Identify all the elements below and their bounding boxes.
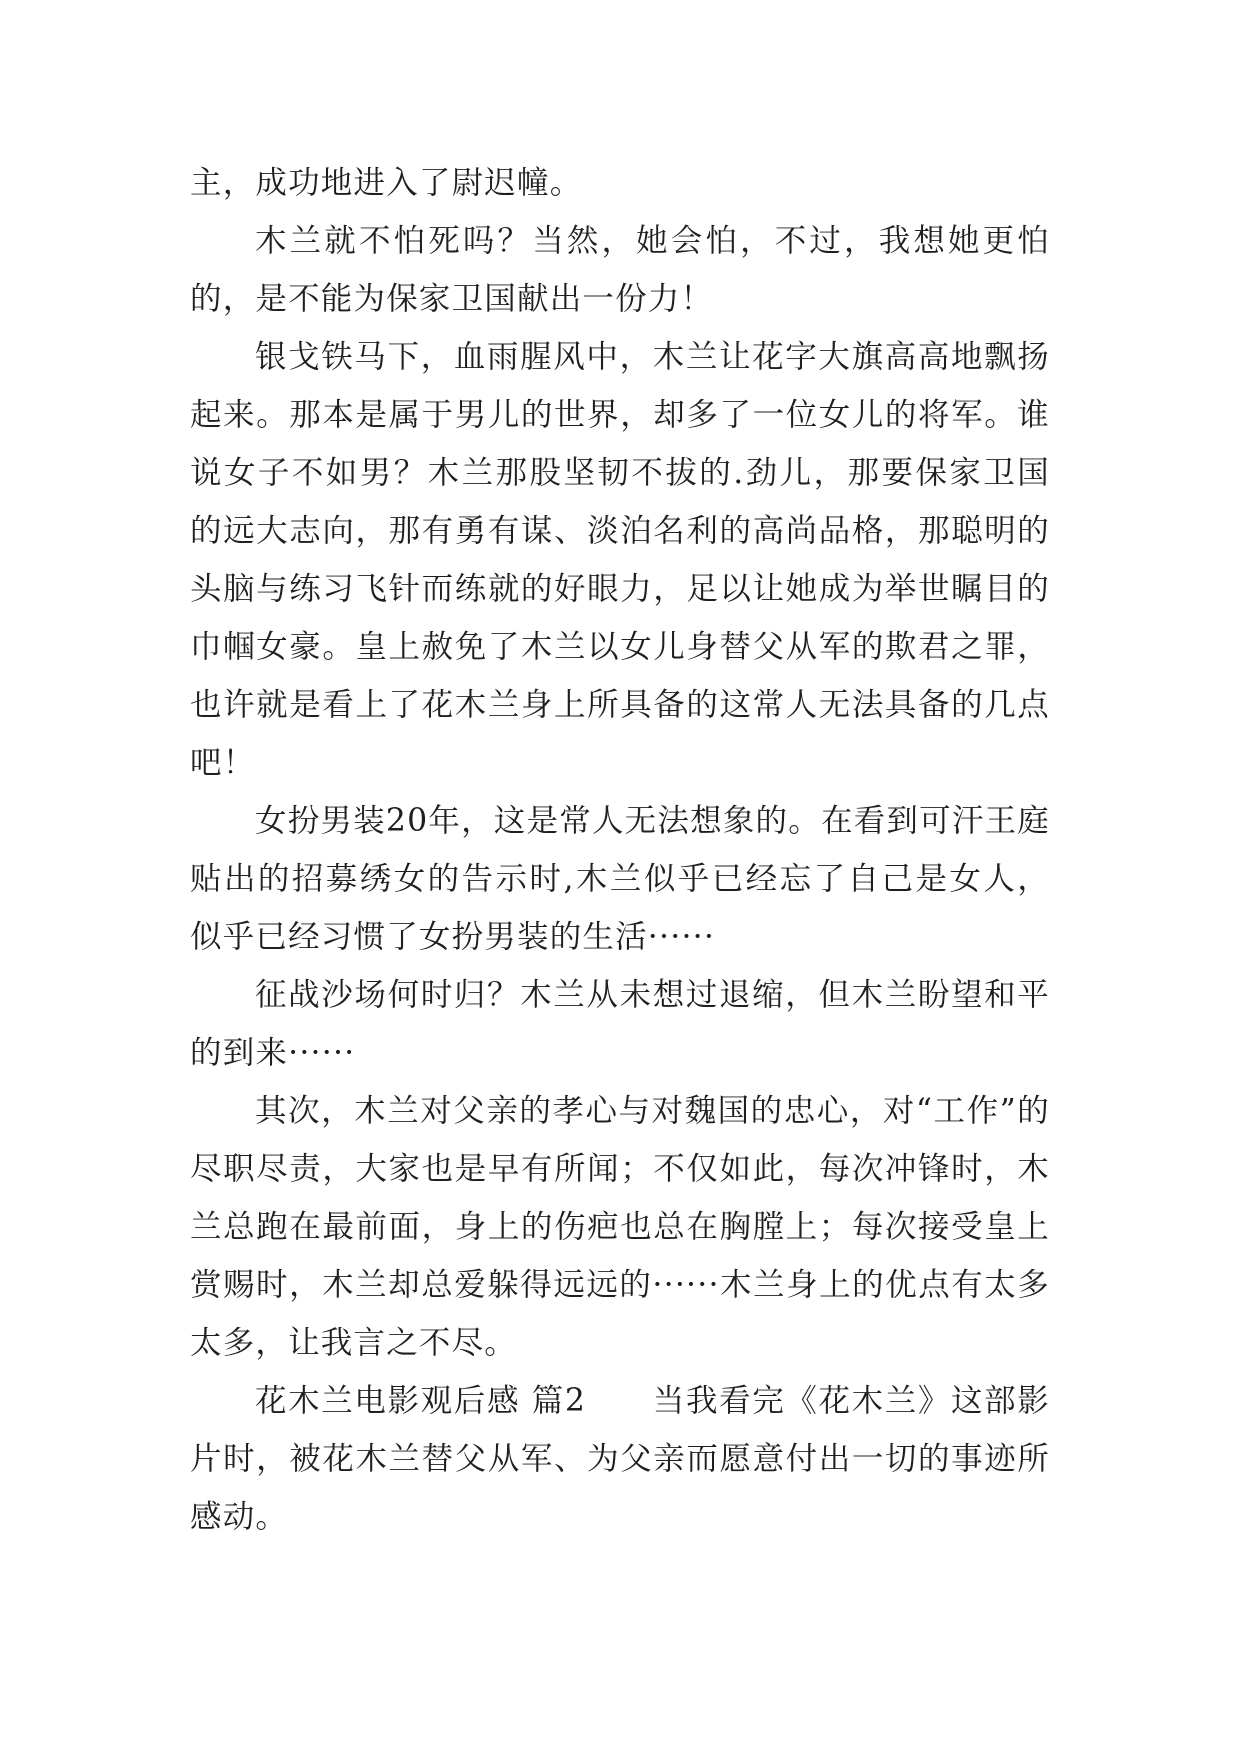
paragraph-2: 木兰就不怕死吗？当然，她会怕，不过，我想她更怕的，是不能为保家卫国献出一份力！ bbox=[190, 223, 1050, 317]
paragraph-4: 女扮男装20年，这是常人无法想象的。在看到可汗王庭贴出的招募绣女的告示时,木兰似乎已经忘了自己是女人，似乎已经习惯了女扮男装的生活······ bbox=[190, 803, 1050, 955]
paragraph-1: 主，成功地进入了尉迟幢。 bbox=[190, 165, 583, 201]
paragraph-6: 其次，木兰对父亲的孝心与对魏国的忠心，对“工作”的尽职尽责，大家也是早有所闻；不仅如此，每次冲锋时，木兰总跑在最前面，身上的伤疤也总在胸膛上；每次接受皇上赏赐时，木兰却总爱躲得远远的······木兰身上的优点有太多太多，让我言之不尽。 bbox=[190, 1093, 1050, 1361]
paragraph-7: 花木兰电影观后感 篇2 当我看完《花木兰》这部影片时，被花木兰替父从军、为父亲而愿意付出一切的事迹所感动。 bbox=[190, 1383, 1050, 1535]
paragraph-3: 银戈铁马下，血雨腥风中，木兰让花字大旗高高地飘扬起来。那本是属于男儿的世界，却多了一位女儿的将军。谁说女子不如男？木兰那股坚韧不拔的.劲儿，那要保家卫国的远大志向，那有勇有谋、淡泊名利的高尚品格，那聪明的头脑与练习飞针而练就的好眼力，足以让她成为举世瞩目的巾帼女豪。皇上赦免了木兰以女儿身替父从军的欺君之罪，也许就是看上了花木兰身上所具备的这常人无法具备的几点吧！ bbox=[190, 339, 1050, 781]
document-body bbox=[190, 154, 1050, 1546]
paragraph-5: 征战沙场何时归？木兰从未想过退缩，但木兰盼望和平的到来······ bbox=[190, 977, 1050, 1071]
